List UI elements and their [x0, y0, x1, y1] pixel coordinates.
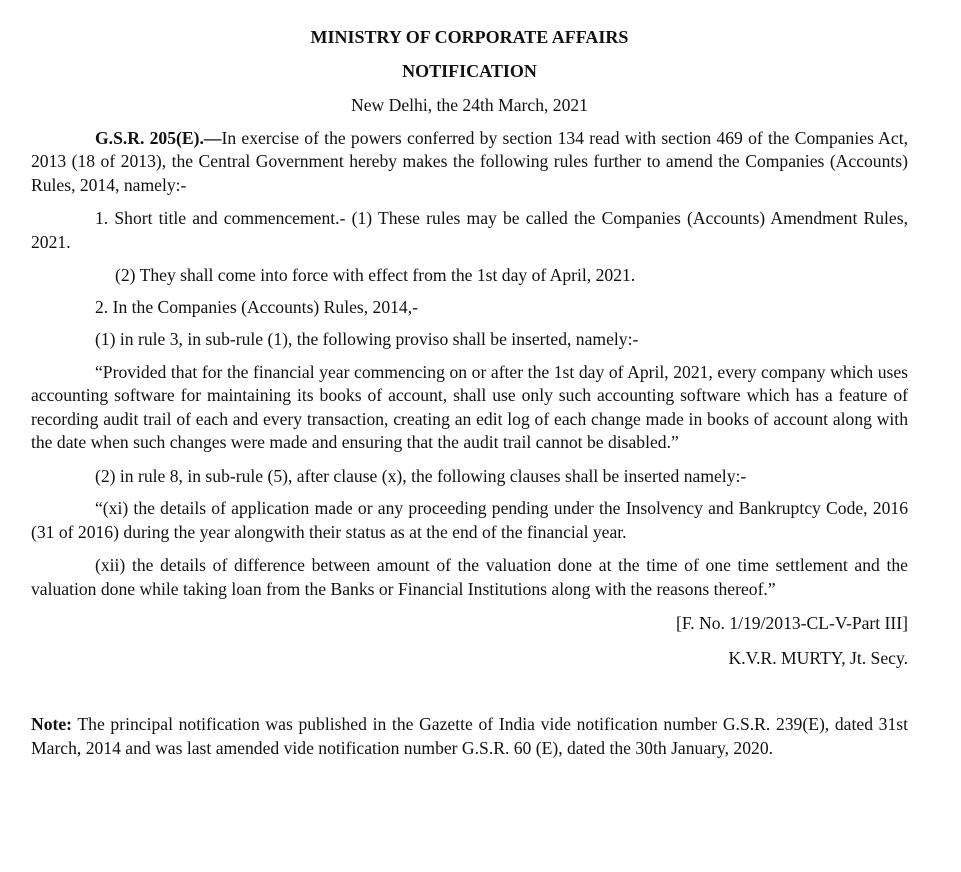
rule-2-2: (2) in rule 8, in sub-rule (5), after clause (x), the following clauses shall be inserted namely:-: [95, 465, 747, 486]
clause-xii: (xii) the details of difference between amount of the valuation done at the time of one time settlement and the valuation done while taking loan from the Banks or Financial Institutions along with the reasons thereof.”: [31, 555, 908, 599]
note-paragraph: [31, 713, 908, 760]
rule-2: 2. In the Companies (Accounts) Rules, 2014,-: [95, 296, 418, 317]
gsr-reference: G.S.R. 205(E).—: [95, 127, 222, 148]
note-label: Note:: [31, 714, 73, 734]
ministry-heading: MINISTRY OF CORPORATE AFFAIRS: [310, 27, 629, 47]
preamble-paragraph: [31, 127, 908, 198]
note-text: The principal notification was published in the Gazette of India vide notification number G.S.R. 239(E), dated 31st March, 2014 and was last amended vide notification number G.S.R. 60 (E), dated the 30th January, 2020.: [31, 714, 908, 758]
signatory: K.V.R. MURTY, Jt. Secy.: [728, 647, 908, 668]
clause-xi: “(xi) the details of application made or any proceeding pending under the Insolvency and Bankruptcy Code, 2016 (31 of 2016) during the year alongwith their status as at the end of the financial year.: [31, 498, 908, 542]
dateline: New Delhi, the 24th March, 2021: [351, 95, 588, 115]
file-number: [F. No. 1/19/2013-CL-V-Part III]: [675, 613, 908, 633]
notification-document: [31, 24, 908, 760]
proviso-paragraph: “Provided that for the financial year commencing on or after the 1st day of April, 2021, every company which uses accounting software for maintaining its books of account, shall use only such accounting software which has a feature of recording audit trail of each and every transaction, creating an edit log of each change made in books of account along with the date when such changes were made and ensuring that the audit trail cannot be disabled.”: [31, 361, 908, 452]
rule-1-1: 1. Short title and commencement.- (1) These rules may be called the Companies (Accounts) Amendment Rules, 2021.: [31, 208, 908, 252]
preamble-text: In exercise of the powers conferred by section 134 read with section 469 of the Companies Act, 2013 (18 of 2013), the Central Government hereby makes the following rules further to amend the Companies (Accounts) Rules, 2014, namely:-: [31, 127, 908, 195]
rule-1-2: (2) They shall come into force with effect from the 1st day of April, 2021.: [115, 265, 636, 285]
notification-title: NOTIFICATION: [402, 60, 537, 81]
rule-2-1: (1) in rule 3, in sub-rule (1), the following proviso shall be inserted, namely:-: [95, 329, 639, 349]
